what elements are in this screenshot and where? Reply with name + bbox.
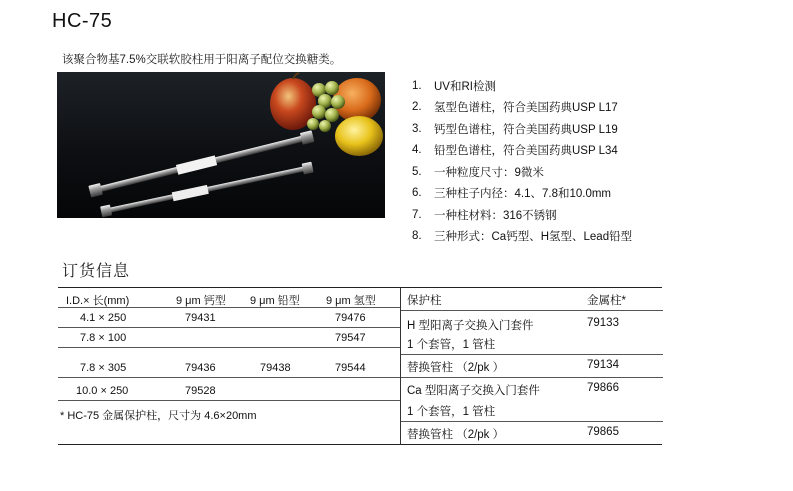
column-header-calcium: 9 μm 钙型	[176, 295, 226, 307]
cell-description: H 型阳离子交换入门套件	[407, 320, 534, 332]
ordering-info-heading: 订货信息	[62, 263, 131, 280]
columns-and-fruit-illustration	[57, 72, 385, 218]
feature-text: UV和RI检测	[434, 80, 496, 93]
feature-item	[412, 183, 632, 205]
feature-item	[412, 161, 632, 183]
intro-text: 该聚合物基7.5%交联软胶柱用于阳离子配位交换糖类。	[62, 54, 342, 66]
hplc-column-lower	[100, 162, 314, 218]
table-header-row	[58, 288, 400, 308]
column-header-hydrogen: 9 μm 氢型	[326, 295, 376, 307]
feature-item	[412, 140, 632, 162]
table-row	[58, 381, 400, 401]
feature-text: 一种粒度尺寸：9微米	[434, 166, 544, 179]
guard-columns-table	[400, 287, 662, 445]
feature-number: 2.	[412, 101, 422, 114]
feature-number: 3.	[412, 122, 422, 135]
feature-number: 8.	[412, 230, 422, 243]
cell-description: 1 个套管，1 管柱	[407, 406, 496, 418]
table-row	[401, 399, 663, 422]
feature-text: 钙型色谱柱，符合美国药典USP L19	[434, 123, 618, 136]
feature-number: 5.	[412, 165, 422, 178]
columns-order-table	[58, 287, 400, 445]
feature-number: 4.	[412, 144, 422, 157]
table-row	[58, 328, 400, 348]
cell-dimension: 10.0 × 250	[76, 385, 129, 397]
table-row	[58, 358, 400, 378]
feature-text: 三种柱子内径：4.1、7.8和10.0mm	[434, 188, 612, 201]
page-title: HC-75	[52, 10, 113, 32]
column-header-lead: 9 μm 铅型	[250, 295, 300, 307]
feature-number: 6.	[412, 187, 422, 200]
cell-lead: 79438	[260, 362, 291, 374]
cell-dimension: 7.8 × 305	[80, 362, 127, 374]
feature-text: 铅型色谱柱，符合美国药典USP L34	[434, 145, 618, 158]
cell-dimension: 4.1 × 250	[80, 312, 127, 324]
feature-number: 7.	[412, 208, 422, 221]
table-header-row	[401, 288, 663, 311]
table-row	[401, 422, 663, 445]
feature-text: 氢型色谱柱，符合美国药典USP L17	[434, 102, 618, 115]
cell-hydrogen: 79544	[335, 362, 366, 374]
table-row	[401, 378, 663, 401]
product-photo	[57, 72, 385, 218]
feature-item	[412, 97, 632, 119]
feature-text: 三种形式：Ca钙型、H氢型、Lead铅型	[434, 231, 633, 244]
table-row	[58, 308, 400, 328]
cell-calcium: 79436	[185, 362, 216, 374]
cell-part-number: 79134	[587, 359, 619, 371]
cell-part-number: 79133	[587, 317, 619, 329]
table-row	[401, 355, 663, 378]
feature-list	[412, 75, 632, 247]
feature-number: 1.	[412, 79, 422, 92]
feature-text: 一种柱材料：316不锈钢	[434, 209, 557, 222]
column-header-id-length: I.D.× 长(mm)	[66, 295, 130, 307]
column-header-metal: 金属柱*	[587, 295, 626, 307]
feature-item	[412, 226, 632, 248]
cell-dimension: 7.8 × 100	[80, 332, 127, 344]
cell-hydrogen: 79476	[335, 312, 366, 324]
footnote-text: * HC-75 金属保护柱，尺寸为 4.6×20mm	[60, 410, 257, 422]
cell-description: 替换管柱 （2/pk ）	[407, 429, 505, 441]
cell-calcium: 79431	[185, 312, 216, 324]
cell-hydrogen: 79547	[335, 332, 366, 344]
cell-part-number: 79866	[587, 382, 619, 394]
cell-part-number: 79865	[587, 426, 619, 438]
feature-item	[412, 118, 632, 140]
cell-description: Ca 型阳离子交换入门套件	[407, 385, 540, 397]
table-row	[401, 332, 663, 355]
cell-description: 1 个套管，1 管柱	[407, 339, 496, 351]
feature-item	[412, 75, 632, 97]
column-header-guard: 保护柱	[407, 295, 442, 307]
cell-description: 替换管柱 （2/pk ）	[407, 362, 505, 374]
lemon	[335, 116, 383, 156]
cell-calcium: 79528	[185, 385, 216, 397]
feature-item	[412, 204, 632, 226]
